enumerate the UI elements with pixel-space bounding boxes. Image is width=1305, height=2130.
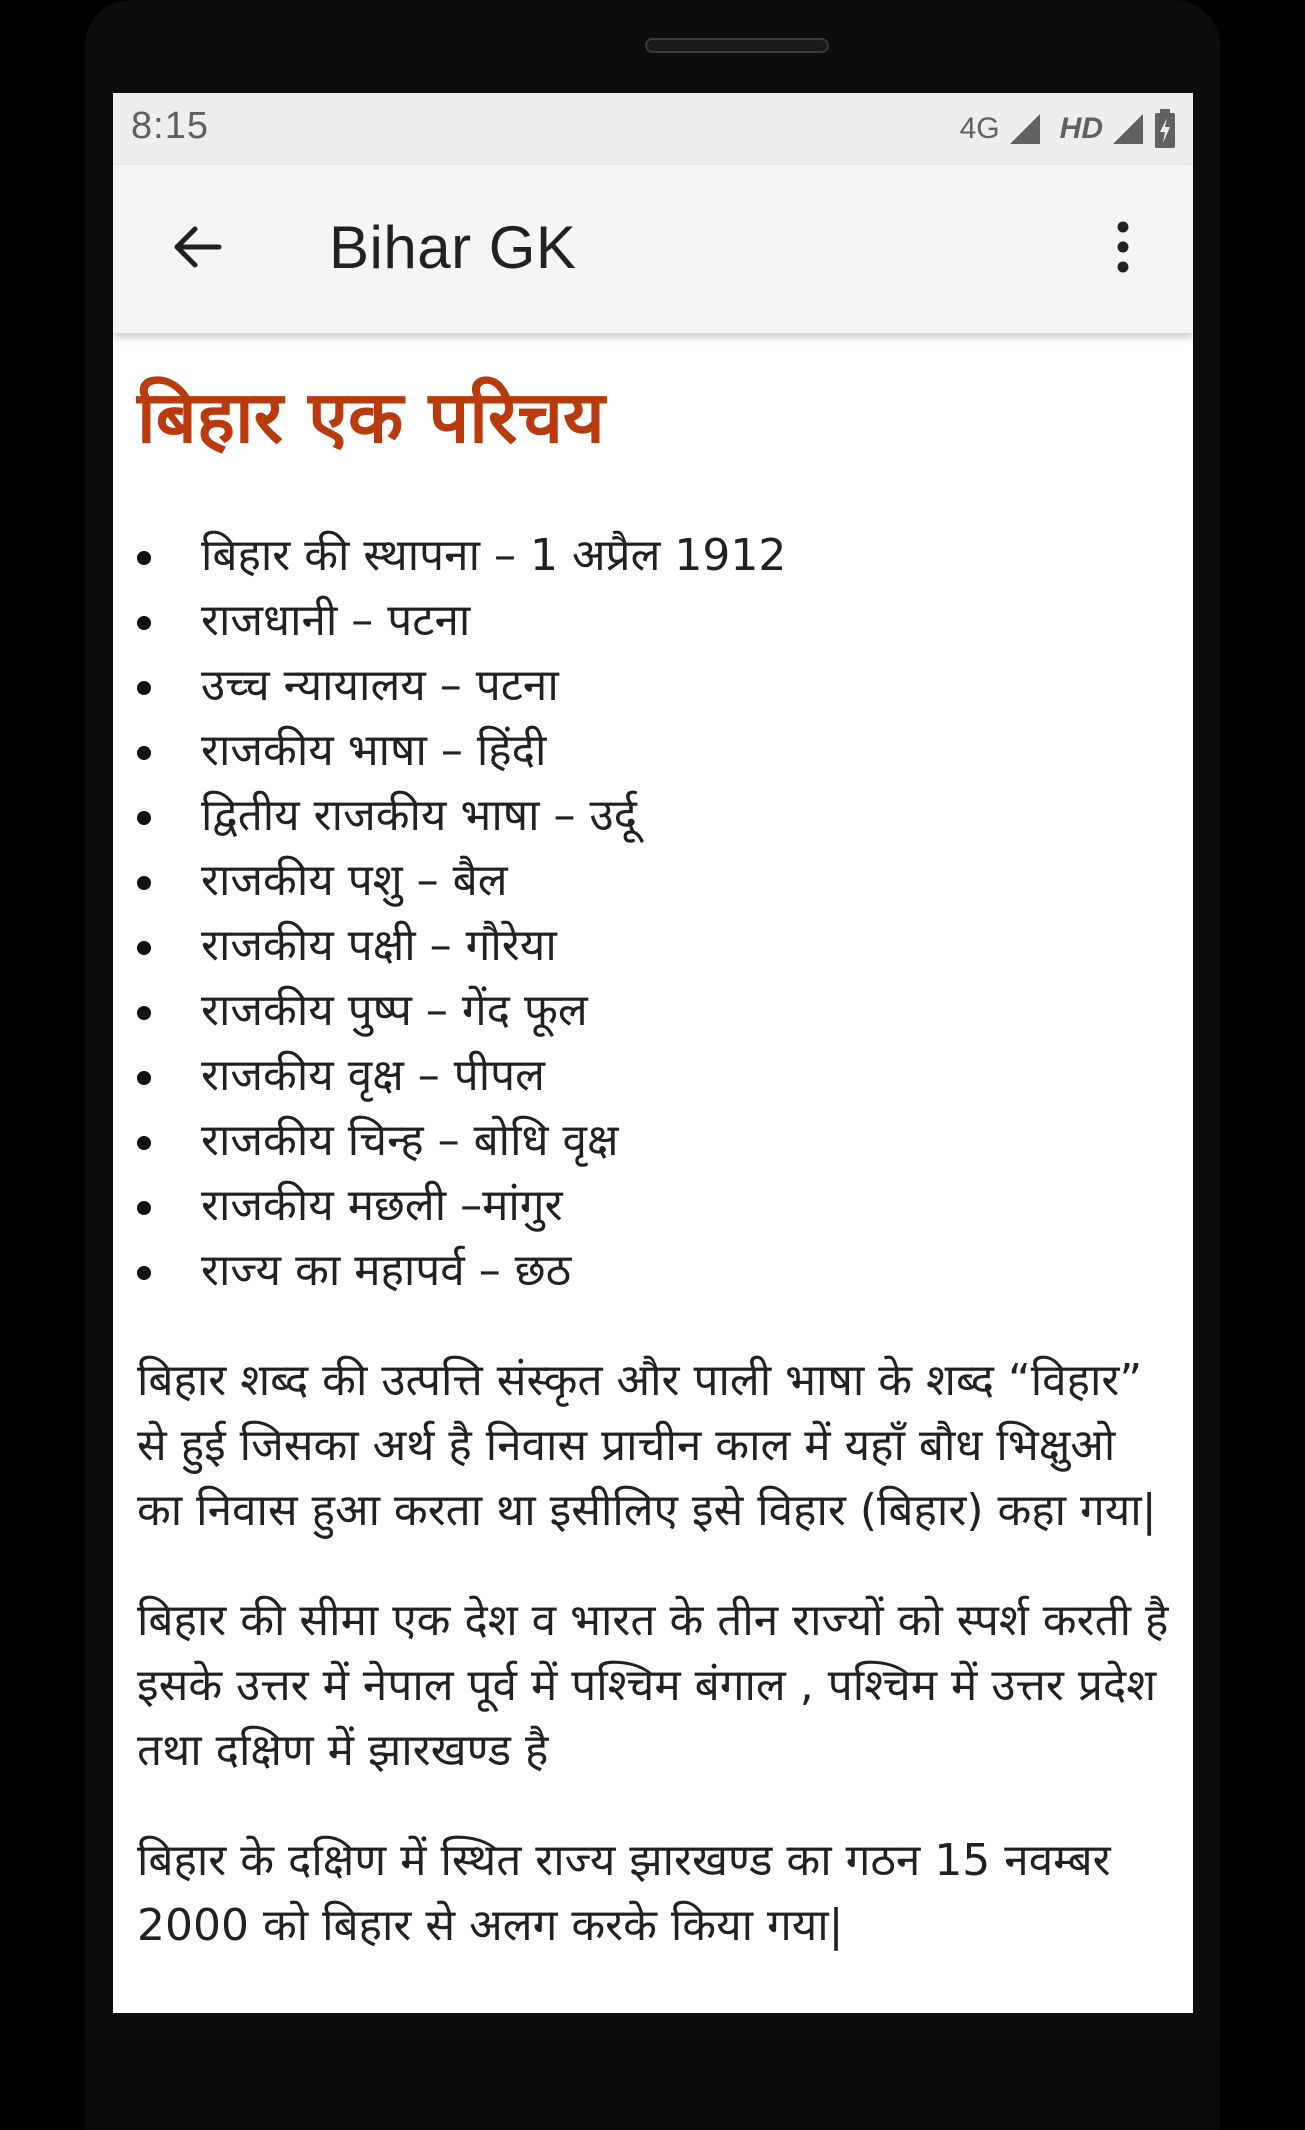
paragraph-origin: बिहार शब्द की उत्पत्ति संस्कृत और पाली भाषा के शब्द “विहार” से हुई जिसका अर्थ है निवास प्राचीन काल में यहाँ बौध भिक्षुओ का निवास हुआ करता था इसीलिए इसे विहार (बिहार) कहा गया|: [137, 1354, 1157, 1536]
list-item: [137, 783, 1169, 848]
list-item: [137, 523, 1169, 588]
page-heading: बिहार एक परिचय: [137, 375, 605, 459]
bullet-icon: [137, 1136, 151, 1150]
arrow-back-icon: [171, 221, 223, 277]
list-item-text: राजकीय चिन्ह – बोधि वृक्ष: [201, 1114, 619, 1166]
paragraph-jharkhand: बिहार के दक्षिण में स्थित राज्य झारखण्ड का गठन 15 नवम्बर 2000 को बिहार से अलग करके किया गया|: [137, 1834, 1111, 1951]
status-bar: [113, 93, 1193, 165]
app-title: Bihar GK: [329, 214, 577, 281]
bullet-icon: [137, 616, 151, 630]
list-item: [137, 1173, 1169, 1238]
list-item: [137, 913, 1169, 978]
overflow-menu-button[interactable]: [1093, 209, 1153, 289]
bullet-icon: [137, 876, 151, 890]
list-item: [137, 978, 1169, 1043]
list-item: [137, 1043, 1169, 1108]
list-item-text: राजकीय भाषा – हिंदी: [201, 724, 547, 776]
bullet-icon: [137, 551, 151, 565]
more-vert-icon: [1116, 221, 1130, 277]
app-bar: [113, 165, 1193, 333]
list-item-text: द्वितीय राजकीय भाषा – उर्दू: [201, 789, 638, 841]
bullet-icon: [137, 1266, 151, 1280]
list-item-text: राजकीय पशु – बैल: [201, 854, 508, 906]
list-item: [137, 848, 1169, 913]
list-item: [137, 1238, 1169, 1303]
bullet-icon: [137, 681, 151, 695]
hd-label: HD: [1059, 112, 1103, 145]
speaker-grille: [645, 38, 829, 53]
network-type-label: 4G: [959, 112, 1000, 145]
list-item-text: राजकीय मछली –मांगुर: [201, 1179, 563, 1231]
bullet-icon: [137, 1006, 151, 1020]
signal-icon-2: [1111, 112, 1145, 146]
navigation-area: [85, 2040, 1220, 2130]
paragraph-borders: बिहार की सीमा एक देश व भारत के तीन राज्यों को स्पर्श करती है इसके उत्तर में नेपाल पूर्व में पश्चिम बंगाल , पश्चिम में उत्तर प्रदेश तथा दक्षिण में झारखण्ड है: [137, 1594, 1169, 1776]
facts-list: [137, 523, 1169, 1303]
list-item-text: राजकीय पुष्प – गेंद फूल: [201, 984, 588, 1036]
list-item: [137, 653, 1169, 718]
status-time: 8:15: [131, 105, 209, 147]
list-item: [137, 1108, 1169, 1173]
list-item-text: राज्य का महापर्व – छठ: [201, 1244, 572, 1296]
list-item-text: बिहार की स्थापना – 1 अप्रैल 1912: [201, 529, 787, 581]
bullet-icon: [137, 1201, 151, 1215]
bullet-icon: [137, 1071, 151, 1085]
bullet-icon: [137, 746, 151, 760]
list-item-text: राजधानी – पटना: [201, 594, 471, 646]
list-item: [137, 718, 1169, 783]
article-content[interactable]: [113, 333, 1193, 2013]
bullet-icon: [137, 811, 151, 825]
back-button[interactable]: [157, 209, 237, 289]
status-icons: [960, 107, 1177, 151]
list-item: [137, 588, 1169, 653]
list-item-text: राजकीय पक्षी – गौरेया: [201, 919, 557, 971]
battery-charging-icon: [1153, 109, 1177, 149]
signal-icon: [1008, 112, 1042, 146]
list-item-text: राजकीय वृक्ष – पीपल: [201, 1049, 545, 1101]
screen: [113, 93, 1193, 2013]
bullet-icon: [137, 941, 151, 955]
list-item-text: उच्च न्यायालय – पटना: [201, 659, 559, 711]
